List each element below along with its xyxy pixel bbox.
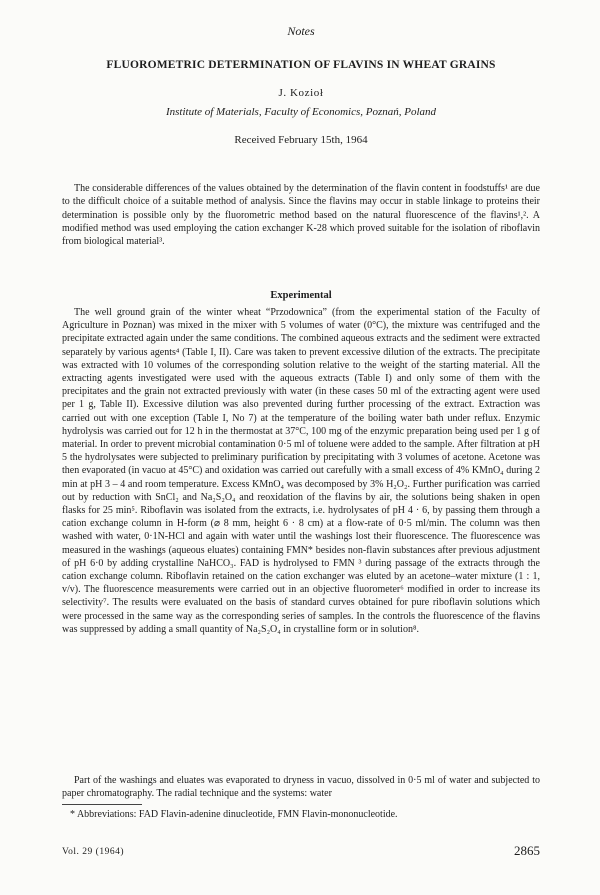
body-paragraph-2: Part of the washings and eluates was evaporated to dryness in vacuo, dissolved in 0·5 ml of water and subjected to paper chromatography. The radial technique and the systems: water xyxy=(62,775,540,800)
paper-title: FLUOROMETRIC DETERMINATION OF FLAVINS IN WHEAT GRAINS xyxy=(106,59,496,71)
author: J. Kozioł xyxy=(278,87,324,99)
body-paragraph-1: The well ground grain of the winter wheat “Przodownica” (from the experimental station of the Faculty of Agriculture in Poznan) was mixed in the mixer with 5 volumes of water (0°C), the mixture was centrifuged and the precipitate extracted again under the same conditions. The combined aqueous extracts and the sediment were extracted separately by various agents⁴ (Table I, II). Care was taken to prevent excessive dilution of the extracts. The precipitate was extracted with 10 volumes of the corresponding solution relative to the weight of the starting material. All the extracting agents investigated were used with the aqueous extracts (Table I) and only some of them with the precipitates and the grain not extracted previously with water (in these cases 50 ml of the extracting agent were used per 1 g, Table II). Excessive dilution was also prevented during further processing of the extract. Extraction was carried out with one exception (Table I, No 7) at the temperature of the boiling water bath under reflux. Enzymic hydrolysis was carried out for 12 h in the thermostat at 37°C, 100 mg of the enzymic preparation being used per 1 g of material. In order to prevent microbial contamination 0·5 ml of toluene were added to the sample. After filtration at pH 5 the hydrolysates were subjected to preliminary purification by precipitating with 3 volumes of acetone. Acetone was then evaporated (in vacuo at 45°C) and oxidation was carried out carefully with a small excess of 4% KMnO₄ during 2 min at pH 3 – 4 and room temperature. Excess KMnO₄ was decomposed by 3% H₂O₂. Further purification was carried out by reduction with SnCl₂ and Na₂S₂O₄ and reoxidation of the flavins by air, the solutions being shaken in open flasks for 25 min⁵. Riboflavin was isolated from the extracts, i.e. hydrolysates of pH 4 · 6, by passing them through a cation exchange column in H-form (⌀ 8 mm, height 6 · 8 cm) at a flow-rate of 0·5 ml/min. The column was then washed with water, 0·1N-HCl and again with water until the washings lost their fluorescence. The fluorescence was measured in the washings (aqueous eluates) containing FMN* besides non-flavin substances after previous adjustment of pH 6·0 by adding crystalline NaHCO₃. FAD is hydrolysed to FMN ³ during passage of the extracts through the cation exchange column. Riboflavin retained on the cation exchanger was eluted by an acetone–water mixture (1 : 1, v/v). The fluorescence measurements were carried out in an objective fluorometer⁶ modified in order to increase its selectivity⁷. The results were evaluated on the basis of standard curves obtained for pure riboflavin solutions which were processed in the same way as the corresponding series of samples. In the controls the fluorescence of the flavins was suppressed by adding a small quantity of Na₂S₂O₄ in crystalline form or in solution⁸. xyxy=(62,307,540,635)
page-number: 2865 xyxy=(514,843,540,858)
running-head: Notes xyxy=(287,24,315,38)
received-date: Received February 15th, 1964 xyxy=(234,134,368,146)
footer-volume: Vol. 29 (1964) xyxy=(62,847,124,857)
abstract-paragraph: The considerable differences of the values obtained by the determination of the flavin content in foodstuffs¹ are due to the difficult choice of a suitable method of analysis. Since the flavins may occur in stable linkage to proteins their determination is possible only by the fluorometric method based on the natural fluorescence of the flavins¹,². A modified method was used employing the cation exchanger K-28 which proved suitable for the isolation of riboflavin from biological material³. xyxy=(62,183,540,248)
footnote: * Abbreviations: FAD Flavin-adenine dinucleotide, FMN Flavin-mononucleotide. xyxy=(70,809,398,820)
affiliation: Institute of Materials, Faculty of Economics, Poznań, Poland xyxy=(165,106,437,118)
section-title-experimental: Experimental xyxy=(270,290,332,301)
footnote-rule xyxy=(62,804,142,805)
